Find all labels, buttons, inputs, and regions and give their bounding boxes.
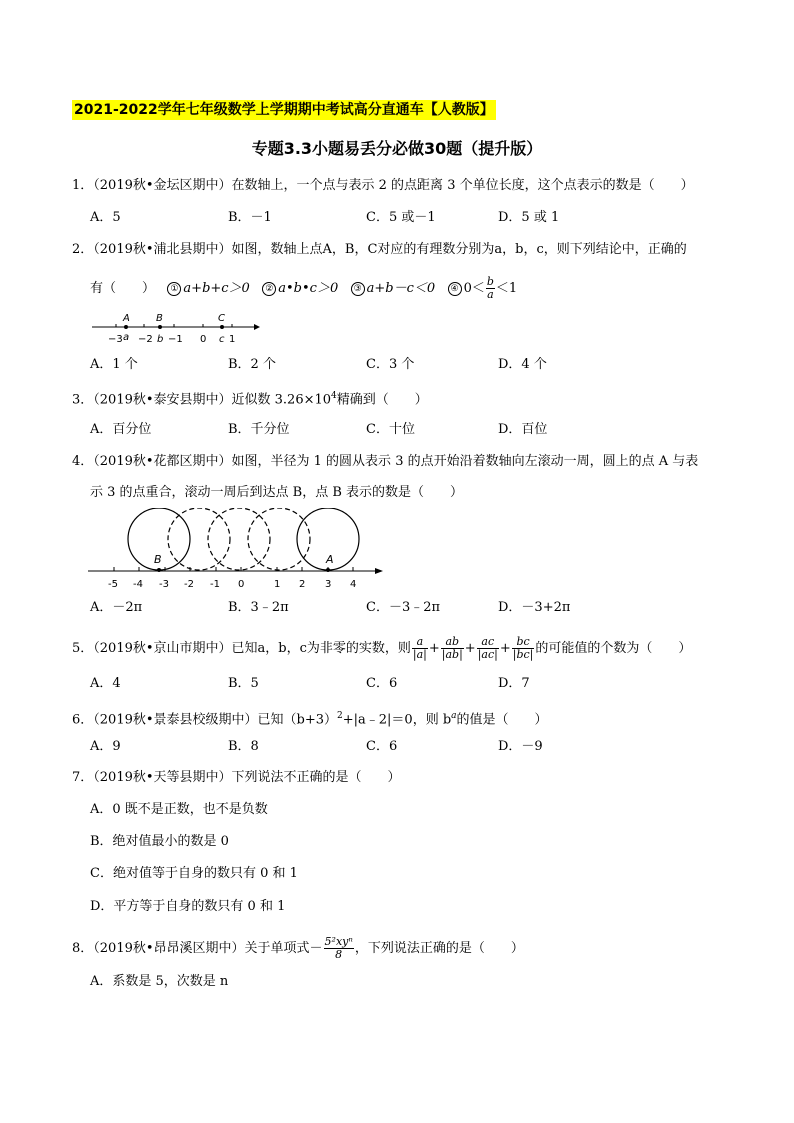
q2-statement-3: a+b－c＜0 bbox=[366, 281, 436, 296]
q2-option-c: C．3 个 bbox=[366, 357, 415, 372]
q1-option-d: D．5 或 1 bbox=[498, 210, 560, 225]
point-c-dot bbox=[220, 325, 224, 329]
q4-option-c: C．－3﹣2π bbox=[366, 600, 441, 615]
question-4-stem: 4．（2019秋•花都区期中）如图，半径为 1 的圆从表示 3 的点开始沿着数轴向左滚动一周，圆上的点 A 与表 bbox=[72, 454, 699, 469]
circled-3: ③ bbox=[351, 282, 365, 296]
q3-option-a: A．百分位 bbox=[90, 422, 152, 437]
tick-label-3: 3 bbox=[325, 579, 332, 590]
tick-label-b: b bbox=[157, 334, 164, 345]
tick-label-neg5: -5 bbox=[108, 579, 118, 590]
q5-option-c: C．6 bbox=[366, 676, 398, 691]
tick-label-neg4: -4 bbox=[133, 579, 143, 590]
label-point-a: A bbox=[326, 553, 334, 566]
q4-option-b: B．3﹣2π bbox=[228, 600, 289, 615]
q2-statement-1: a+b+c＞0 bbox=[183, 281, 250, 296]
circle-dashed-1 bbox=[168, 508, 230, 570]
q7-option-b: B．绝对值最小的数是 0 bbox=[90, 834, 229, 849]
tick-label-neg3: -3 bbox=[159, 579, 169, 590]
q1-option-c: C．5 或－1 bbox=[366, 210, 436, 225]
tick-label-1: 1 bbox=[229, 334, 236, 345]
label-point-a: A bbox=[123, 313, 130, 324]
tick-label-neg1: -1 bbox=[210, 579, 220, 590]
q2-option-d: D．4 个 bbox=[498, 357, 547, 372]
q3-option-c: C．十位 bbox=[366, 422, 415, 437]
q2-option-b: B．2 个 bbox=[228, 357, 276, 372]
q8-option-a: A．系数是 5，次数是 n bbox=[90, 974, 229, 989]
tick-label-0: 0 bbox=[238, 579, 245, 590]
q6-option-d: D．－9 bbox=[498, 739, 543, 754]
question-8-stem: 8．（2019秋•昂昂溪区期中）关于单项式－ $\frac{\text{5²xyⁿ}}{8}$ ，下列说法正确的是（ ） bbox=[72, 935, 524, 961]
tick-label-2: 2 bbox=[299, 579, 306, 590]
q2-option-a: A．1 个 bbox=[90, 357, 138, 372]
fraction-monomial: $\frac{\text{5²xyⁿ}}{8}$ bbox=[324, 935, 353, 961]
circled-1: ① bbox=[167, 282, 181, 296]
q3-option-d: D．百位 bbox=[498, 422, 548, 437]
point-a-dot bbox=[326, 568, 330, 572]
tick-label-neg1: −1 bbox=[168, 334, 183, 345]
fraction-a-over-abs-a: $\frac{a}{|a|}$ bbox=[412, 635, 427, 661]
question-5-stem: 5．（2019秋•京山市期中）已知a，b，c为非零的实数，则 $\frac{a}{|a|}$ + $\frac{ab}{|ab|}$ + $\frac{ac}{|ac|}$ + $\frac{bc}{|bc|}$ 的可能值的个数为（ ） bbox=[72, 635, 692, 661]
point-a-dot bbox=[124, 325, 128, 329]
question-4-stem-line2: 示 3 的点重合，滚动一周后到达点 B，点 B 表示的数是（ ） bbox=[90, 485, 464, 500]
question-6-stem: 6．（2019秋•景泰县校级期中）已知$(b+3)^2+|a﹣2|=0$，则 $b^a$的值是（ ） bbox=[72, 711, 548, 728]
number-line-figure-q2 bbox=[88, 308, 268, 350]
q2-statement-4-left: 0＜ bbox=[463, 281, 485, 296]
tick-label-1: 1 bbox=[274, 579, 281, 590]
q6-option-c: C．6 bbox=[366, 739, 398, 754]
circled-2: ② bbox=[262, 282, 276, 296]
question-2-statements bbox=[90, 276, 517, 301]
q2-line2: 有（ ） bbox=[90, 281, 156, 296]
tick-label-a: a bbox=[123, 332, 130, 343]
tick-label-4: 4 bbox=[350, 579, 357, 590]
circle-dashed-2 bbox=[208, 508, 270, 570]
tick-label-0: 0 bbox=[200, 334, 207, 345]
question-2-stem: 2．（2019秋•浦北县期中）如图，数轴上点A，B，C对应的有理数分别为a，b，c，则下列结论中，正确的 bbox=[72, 242, 687, 257]
q7-option-c: C．绝对值等于自身的数只有 0 和 1 bbox=[90, 866, 298, 881]
point-b-dot bbox=[157, 568, 161, 572]
page-subtitle: 专题3.3小题易丢分必做30题（提升版） bbox=[251, 139, 543, 158]
tick-label-c: c bbox=[219, 334, 225, 345]
q5-option-b: B．5 bbox=[228, 676, 259, 691]
q4-option-d: D．－3+2π bbox=[498, 600, 571, 615]
q2-statement-4-right: ＜1 bbox=[495, 281, 518, 296]
fraction-ac-over-abs-ac: $\frac{ac}{|ac|}$ bbox=[477, 635, 498, 661]
rolling-circle-figure-q4 bbox=[88, 508, 388, 594]
fraction-b-over-a: $\frac{b}{a}$ bbox=[486, 275, 494, 301]
circle-dashed-3 bbox=[248, 508, 310, 570]
q7-option-d: D．平方等于自身的数只有 0 和 1 bbox=[90, 899, 286, 914]
label-point-c: C bbox=[218, 313, 225, 324]
question-3-stem: 3．（2019秋•泰安县期中）近似数 $3.26\times 10^4$精确到（ ） bbox=[72, 391, 428, 408]
q5-option-a: A．4 bbox=[90, 676, 121, 691]
q1-option-a: A．5 bbox=[90, 210, 121, 225]
question-1-stem: 1．（2019秋•金坛区期中）在数轴上，一个点与表示 2 的点距离 3 个单位长度，这个点表示的数是（ ） bbox=[72, 178, 694, 193]
fraction-bc-over-abs-bc: $\frac{bc}{|bc|}$ bbox=[512, 635, 534, 661]
q2-statement-2: a•b•c＞0 bbox=[278, 281, 339, 296]
question-7-stem: 7．（2019秋•天等县期中）下列说法不正确的是（ ） bbox=[72, 770, 401, 785]
q6-option-a: A．9 bbox=[90, 739, 121, 754]
banner-title: 2021-2022学年七年级数学上学期期中考试高分直通车【人教版】 bbox=[74, 102, 494, 118]
circled-4: ④ bbox=[448, 282, 462, 296]
label-point-b: B bbox=[154, 553, 162, 566]
q7-option-a: A．0 既不是正数，也不是负数 bbox=[90, 802, 268, 817]
point-b-dot bbox=[158, 325, 162, 329]
q3-option-b: B．千分位 bbox=[228, 422, 290, 437]
label-point-b: B bbox=[156, 313, 163, 324]
q6-option-b: B．8 bbox=[228, 739, 259, 754]
q5-option-d: D．7 bbox=[498, 676, 530, 691]
tick-label-neg3: −3 bbox=[108, 334, 123, 345]
q1-option-b: B．－1 bbox=[228, 210, 272, 225]
tick-label-neg2: -2 bbox=[184, 579, 194, 590]
tick-label-neg2: −2 bbox=[138, 334, 153, 345]
fraction-ab-over-abs-ab: $\frac{ab}{|ab|}$ bbox=[441, 635, 463, 661]
q3-exponent: 4 bbox=[331, 391, 337, 401]
q4-option-a: A．－2π bbox=[90, 600, 143, 615]
